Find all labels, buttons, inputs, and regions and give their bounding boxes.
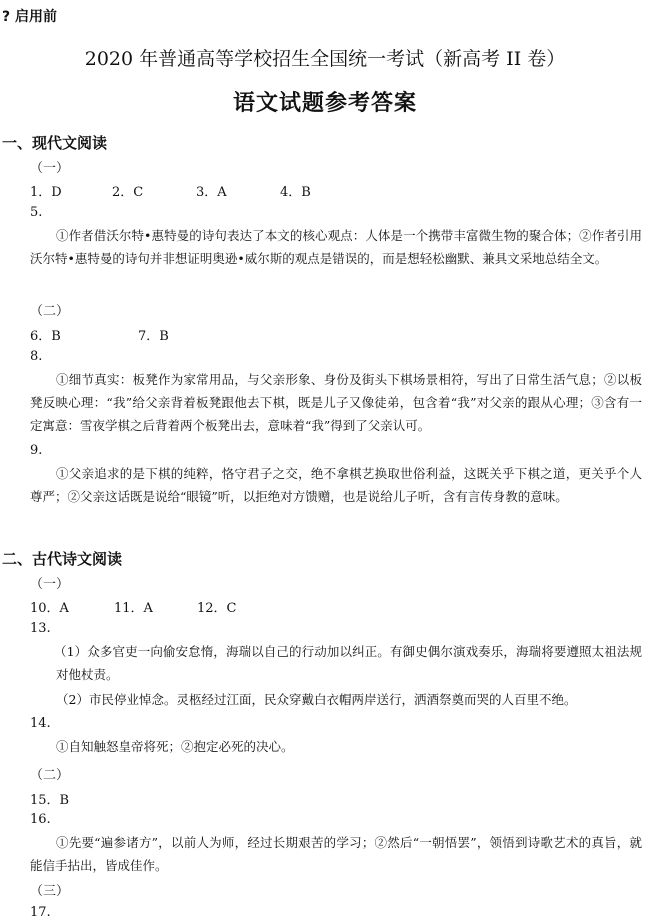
answer-row-10-12 <box>30 597 237 616</box>
answer-q9: ①父亲追求的是下棋的纯粹，恪守君子之交，绝不拿棋艺换取世俗利益，这既关乎下棋之道，更关乎个人尊严；②父亲这话既是说给“眼镜”听，以拒绝对方馈赠，也是说给儿子听，含有言传身教的意味。 <box>30 466 642 504</box>
answer-q13-part2: （2）市民停业悼念。灵柩经过江面，民众穿戴白衣帽两岸送行，洒酒祭奠而哭的人百里不绝。 <box>56 692 577 707</box>
document-title: 2020 年普通高等学校招生全国统一考试（新高考 II 卷） <box>84 48 566 70</box>
answer-q8: ①细节真实：板凳作为家常用品，与父亲形象、身份及街头下棋场景相符，写出了日常生活气息；②以板凳反映心理：“我”给父亲背着板凳跟他去下棋，既是儿子又像徒弟，包含着“我”对父亲的跟从心理；③含有一定寓意：雪夜学棋之后背着两个板凳出去，意味着“我”得到了父亲认可。 <box>30 372 642 433</box>
answer-q10: 10．A <box>30 601 69 616</box>
question-number-16: 16. <box>30 812 51 827</box>
question-number-9: 9. <box>30 443 43 458</box>
answer-q5: ①作者借沃尔特•惠特曼的诗句表达了本文的核心观点：人体是一个携带丰富微生物的聚合体；②作者引用沃尔特•惠特曼的诗句并非想证明奥逊•威尔斯的观点是错误的，而是想轻松幽默、兼具文采地总结全文。 <box>30 228 642 266</box>
answer-q11: 11．A <box>114 601 153 616</box>
group-label-4: （二） <box>30 768 70 783</box>
answer-q15: 15．B <box>30 793 70 808</box>
answer-q14: ①自知触怒皇帝将死；②抱定必死的决心。 <box>56 739 294 754</box>
answer-q16: ①先要“遍参诸方”，以前人为师，经过长期艰苦的学习；②然后“一朝悟罢”，领悟到诗歌艺术的真旨，就能信手拈出，皆成佳作。 <box>30 835 642 873</box>
section-heading-classical-reading: 二、古代诗文阅读 <box>2 550 123 568</box>
answer-row-1-4 <box>30 181 311 200</box>
group-label-5: （三） <box>30 884 70 899</box>
answer-q1: 1．D <box>30 185 62 200</box>
answer-q4: 4．B <box>280 185 311 200</box>
answer-q2: 2．C <box>112 185 144 200</box>
question-number-13: 13. <box>30 621 51 636</box>
group-label-1: （一） <box>30 161 70 176</box>
group-label-3: （一） <box>30 577 70 592</box>
answer-q3: 3．A <box>196 185 227 200</box>
answer-q12: 12．C <box>197 601 237 616</box>
answer-q6: 6．B <box>30 329 61 344</box>
answer-q13-part1 <box>56 640 642 686</box>
group-label-2: （二） <box>30 304 70 319</box>
question-number-8: 8. <box>30 349 43 364</box>
answer-q7: 7．B <box>138 329 169 344</box>
header-label: ? 启用前 <box>2 9 57 25</box>
question-number-14: 14. <box>30 716 51 731</box>
document-subtitle: 语文试题参考答案 <box>232 91 417 116</box>
answer-row-6-7 <box>30 325 169 344</box>
section-heading-modern-reading: 一、现代文阅读 <box>2 134 108 152</box>
question-number-5: 5. <box>30 205 43 220</box>
answer-q13-part1-text: （1）众多官吏一向偷安怠惰，海瑞以自己的行动加以纠正。有御史偶尔演戏奏乐，海瑞将要遵照太祖法规对他杖责。 <box>54 644 642 682</box>
question-number-17: 17. <box>30 905 51 920</box>
